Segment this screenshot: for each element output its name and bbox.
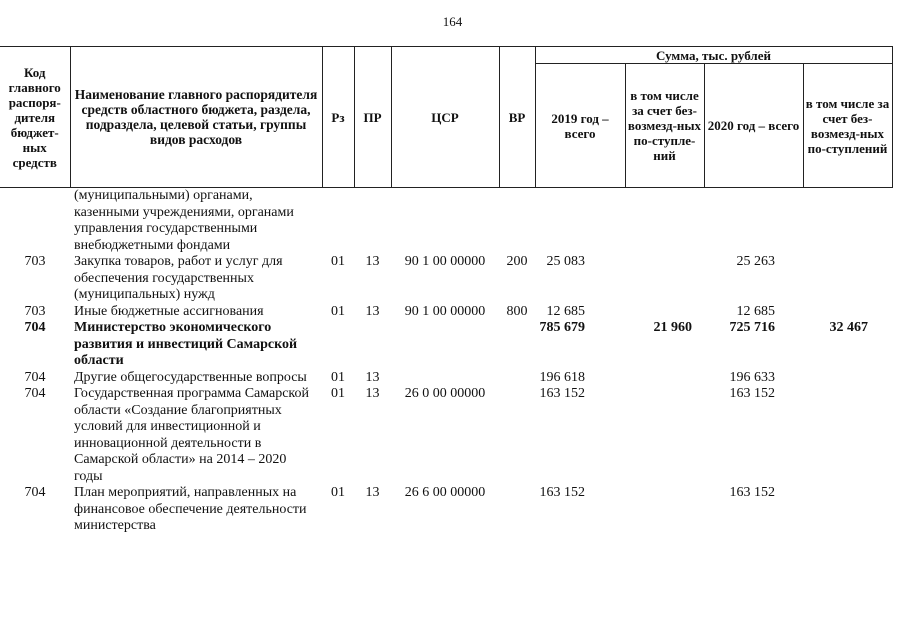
cell-name: План мероприятий, направленных на финансовое обеспечение деятельности министерства xyxy=(74,485,307,533)
cell-b2020 xyxy=(803,485,892,535)
cell-b2020 xyxy=(803,188,892,254)
header-pr: ПР xyxy=(354,47,391,188)
cell-v2020 xyxy=(704,188,803,254)
cell-rz xyxy=(322,188,354,254)
cell-b2019 xyxy=(625,188,704,254)
cell-pr: 13 xyxy=(365,303,380,319)
cell-name: Другие общегосударственные вопросы xyxy=(74,369,307,385)
cell-code xyxy=(0,188,70,254)
header-rz: Рз xyxy=(322,47,354,188)
cell-rz: 01 xyxy=(331,369,345,385)
cell-vr xyxy=(499,188,535,254)
cell-code: 704 xyxy=(24,485,46,500)
cell-name: Иные бюджетные ассигнования xyxy=(74,303,264,319)
table-body xyxy=(0,188,892,535)
cell-v2020: 725 716 xyxy=(729,320,775,335)
cell-name: Закупка товаров, работ и услуг для обеспечения государственных (муниципальных) нужд xyxy=(74,254,283,302)
cell-name: (муниципальными) органами, казенными учреждениями, органами управления государственными внебюджетными фондами xyxy=(74,188,294,253)
cell-code: 704 xyxy=(24,369,46,385)
cell-b2019 xyxy=(625,304,704,321)
cell-rz xyxy=(322,320,354,370)
cell-b2019: 21 960 xyxy=(653,320,692,335)
cell-vr xyxy=(499,485,535,535)
cell-v2019: 12 685 xyxy=(546,303,585,319)
cell-vr xyxy=(499,370,535,387)
cell-name: Министерство экономического развития и инвестиций Самарской области xyxy=(74,320,298,368)
cell-b2020 xyxy=(803,386,892,485)
cell-rz: 01 xyxy=(331,485,345,500)
cell-v2020: 12 685 xyxy=(736,303,775,319)
cell-b2019 xyxy=(625,386,704,485)
table-row xyxy=(0,485,892,535)
cell-pr: 13 xyxy=(365,386,380,401)
header-2020-free: в том числе за счет без-возмезд-ных по-ступлений xyxy=(803,64,892,188)
cell-csr xyxy=(391,320,499,370)
cell-v2019: 163 152 xyxy=(539,485,585,500)
cell-pr: 13 xyxy=(365,369,380,385)
cell-rz: 01 xyxy=(331,303,345,319)
cell-b2019 xyxy=(625,370,704,387)
cell-v2020: 25 263 xyxy=(736,254,775,269)
cell-v2019 xyxy=(535,188,625,254)
cell-csr: 26 0 00 00000 xyxy=(404,386,486,401)
header-2019-free: в том числе за счет без-возмезд-ных по-ступле-ний xyxy=(625,64,704,188)
cell-vr: 200 xyxy=(506,254,528,269)
cell-csr: 90 1 00 00000 xyxy=(404,254,486,269)
cell-b2020: 32 467 xyxy=(829,320,868,335)
page-number: 164 xyxy=(442,14,463,29)
table-row xyxy=(0,320,892,370)
cell-b2019 xyxy=(625,254,704,304)
cell-v2019: 163 152 xyxy=(539,386,585,401)
cell-rz: 01 xyxy=(331,386,345,401)
cell-v2020: 196 633 xyxy=(729,369,775,385)
cell-b2020 xyxy=(803,254,892,304)
cell-code: 704 xyxy=(24,320,46,335)
table-row xyxy=(0,254,892,304)
cell-csr: 26 6 00 00000 xyxy=(404,485,486,500)
cell-vr: 800 xyxy=(506,303,528,319)
cell-v2019: 25 083 xyxy=(546,254,585,269)
cell-pr: 13 xyxy=(365,254,380,269)
header-sum: Сумма, тыс. рублей xyxy=(535,47,892,64)
header-code: Код главного распоря-дителя бюджет-ных средств xyxy=(0,47,70,188)
cell-v2019: 785 679 xyxy=(539,320,585,335)
header-csr: ЦСР xyxy=(391,47,499,188)
cell-csr xyxy=(391,188,499,254)
cell-code: 704 xyxy=(24,386,46,401)
table-row xyxy=(0,386,892,485)
cell-code: 703 xyxy=(24,254,46,269)
table-row xyxy=(0,304,892,321)
cell-b2020 xyxy=(803,370,892,387)
cell-pr xyxy=(354,320,391,370)
cell-b2020 xyxy=(803,304,892,321)
table-header xyxy=(0,46,893,188)
cell-csr: 90 1 00 00000 xyxy=(404,303,486,319)
cell-csr xyxy=(391,370,499,387)
header-vr: ВР xyxy=(499,47,535,188)
header-2019-total: 2019 год – всего xyxy=(535,64,625,188)
cell-vr xyxy=(499,386,535,485)
cell-v2019: 196 618 xyxy=(539,369,585,385)
table-row xyxy=(0,370,892,387)
cell-v2020: 163 152 xyxy=(729,386,775,401)
cell-pr xyxy=(354,188,391,254)
cell-name: Государственная программа Самарской области «Создание благоприятных условий для инвестиционной и инновационной деятельности в Самарской области» на 2014 – 2020 годы xyxy=(74,386,310,484)
cell-vr xyxy=(499,320,535,370)
cell-b2019 xyxy=(625,485,704,535)
cell-pr: 13 xyxy=(365,485,380,500)
cell-v2020: 163 152 xyxy=(729,485,775,500)
cell-code: 703 xyxy=(24,303,46,319)
header-2020-total: 2020 год – всего xyxy=(704,64,803,188)
header-name: Наименование главного распорядителя средств областного бюджета, раздела, подраздела, целевой статьи, группы видов расходов xyxy=(70,47,322,188)
cell-rz: 01 xyxy=(331,254,345,269)
table-row xyxy=(0,188,892,254)
